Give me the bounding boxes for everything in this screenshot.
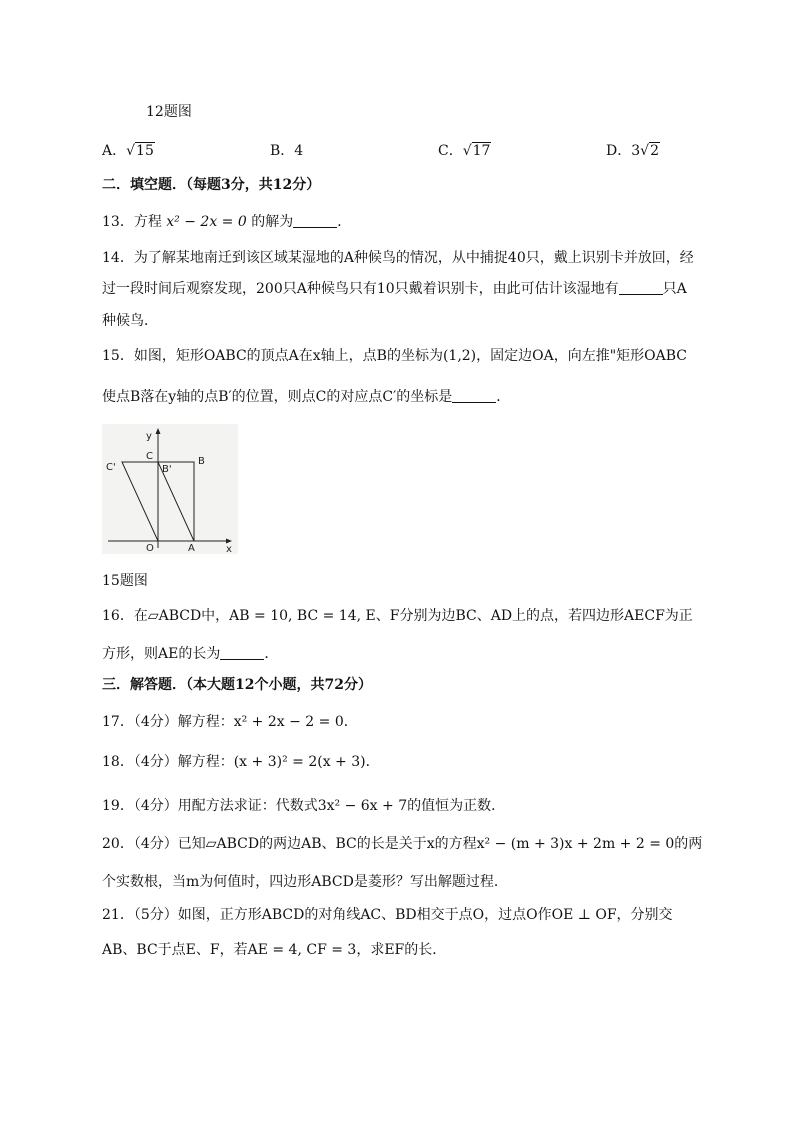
label-c: C [146, 451, 153, 462]
label-c-prime: C' [106, 462, 116, 473]
question-15-line-2: 使点B落在y轴的点B′的位置，则点C的对应点C′的坐标是 ． [102, 389, 511, 405]
label-b-prime: B' [162, 464, 172, 475]
question-13: 13．方程 x² − 2x = 0 的解为 ． [102, 214, 352, 230]
question-16-line-2: 方形，则AE的长为 ． [102, 646, 279, 662]
question-21-line-1: 21．（5分）如图，正方形ABCD的对角线AC、BD相交于点O，过点O作OE ⊥ OF，分别交 [102, 907, 673, 923]
question-19: 19．（4分）用配方法求证：代数式3x² − 6x + 7的值恒为正数． [102, 798, 506, 814]
answer-blank [619, 282, 663, 295]
label-b: B [198, 456, 205, 467]
label-x: x [226, 544, 232, 554]
question-18: 18．（4分）解方程：(x + 3)² = 2(x + 3)． [102, 754, 380, 770]
question-14-line-1: 14．为了解某地南迁到该区域某湿地的A种候鸟的情况，从中捕捉40只，戴上识别卡并放回，经 [102, 250, 694, 266]
figure-15-caption: 15题图 [102, 573, 148, 589]
option-b: B．4 [270, 143, 304, 159]
section-2-heading: 二．填空题．（每题3分，共12分） [102, 177, 321, 193]
question-16-line-1: 16．在▱ABCD中，AB = 10, BC = 14, E、F分别为边BC、AD上的点，若四边形AECF为正 [102, 608, 693, 624]
answer-blank [220, 647, 264, 660]
label-a: A [188, 543, 195, 554]
label-y: y [146, 431, 152, 442]
figure-12-caption: 12题图 [146, 104, 192, 120]
answer-blank [452, 390, 496, 403]
question-20-line-2: 个实数根，当m为何值时，四边形ABCD是菱形？写出解题过程． [102, 874, 508, 890]
question-15-line-1: 15．如图，矩形OABC的顶点A在x轴上，点B的坐标为(1,2)，固定边OA，向左推"矩形OABC [102, 348, 688, 364]
question-20-line-1: 20．（4分）已知▱ABCD的两边AB、BC的长是关于x的方程x² − (m + 3)x + 2m + 2 = 0的两 [102, 836, 703, 852]
question-21-line-2: AB、BC于点E、F，若AE = 4, CF = 3，求EF的长． [102, 942, 447, 958]
section-3-heading: 三．解答题．（本大题12个小题，共72分） [102, 677, 372, 693]
label-o: O [146, 543, 154, 554]
option-c: C．√17 [438, 143, 491, 159]
question-14-line-2: 过一段时间后观察发现，200只A种候鸟只有10只戴着识别卡，由此可估计该湿地有 只A [102, 281, 687, 297]
answer-blank [293, 215, 337, 228]
option-a: A．√15 [102, 143, 154, 159]
question-14-line-3: 种候鸟． [102, 313, 158, 329]
figure-15 [102, 424, 238, 554]
question-17: 17．（4分）解方程：x² + 2x − 2 = 0． [102, 714, 358, 730]
option-d: D．3√2 [606, 143, 659, 159]
